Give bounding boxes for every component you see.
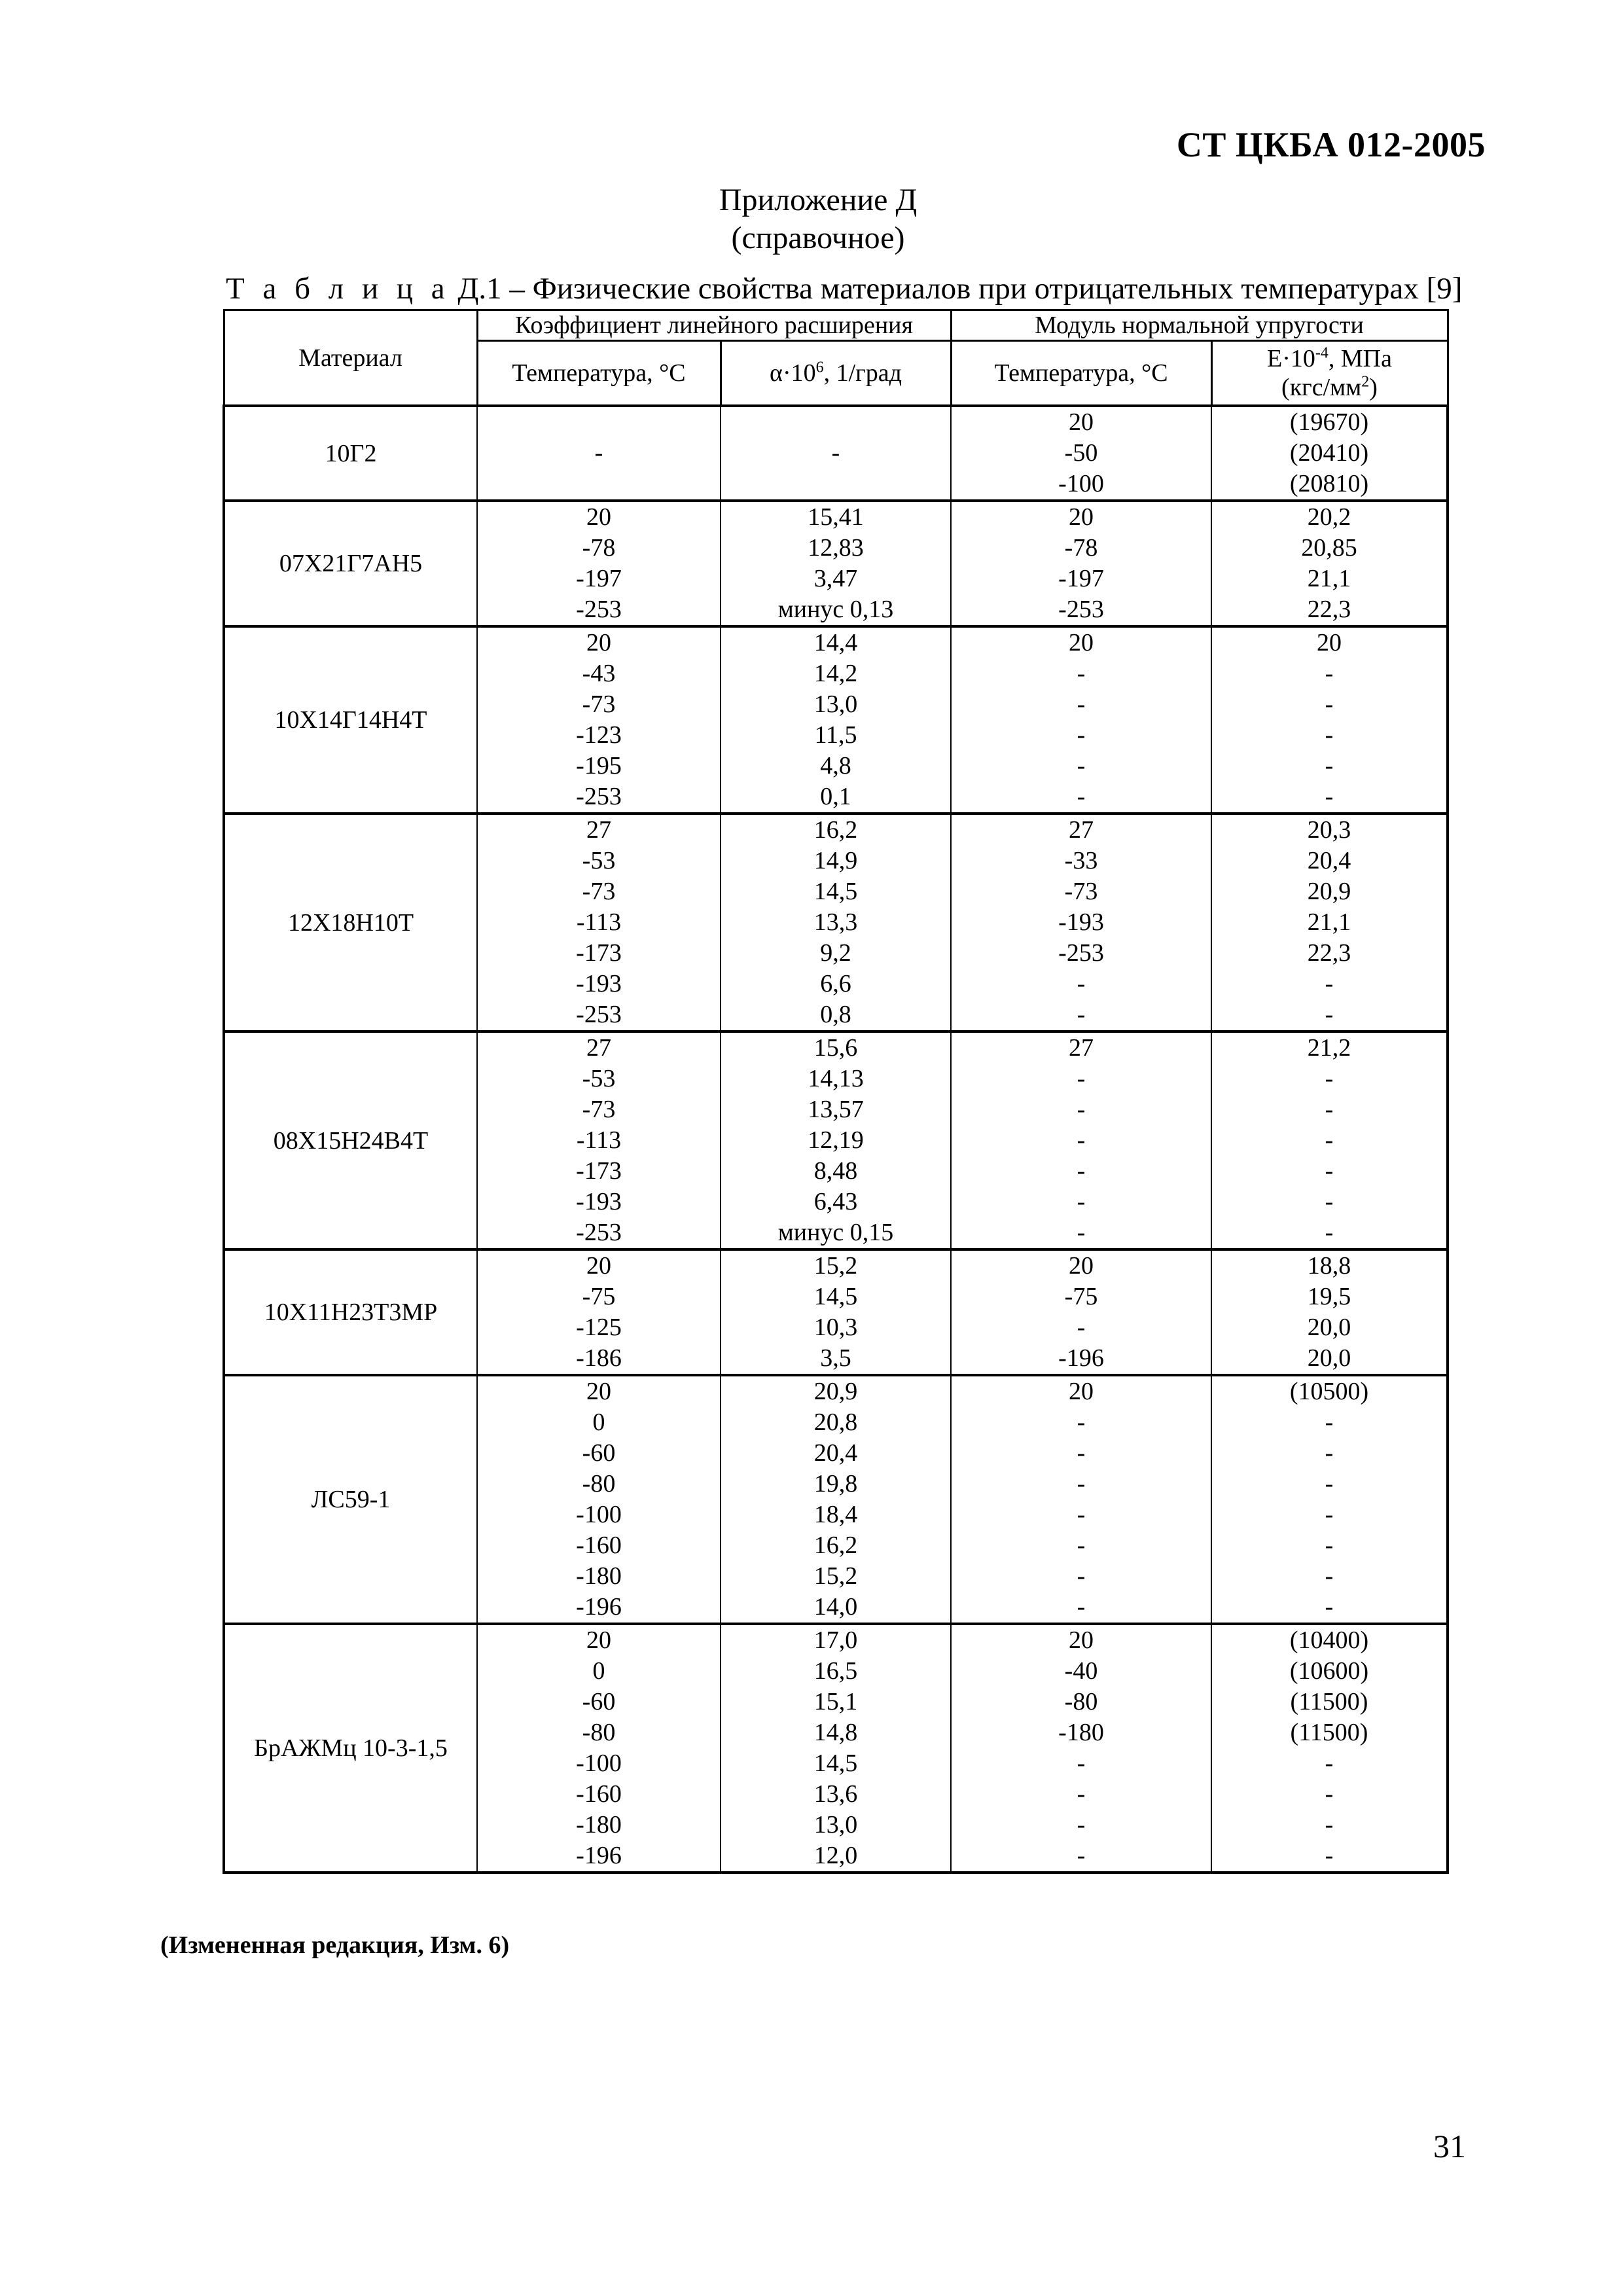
cell-value: 16,2 — [813, 1532, 858, 1559]
cell-value: - — [1077, 1219, 1086, 1246]
cell-value: 20,4 — [1307, 847, 1351, 874]
cell-value: - — [1077, 783, 1086, 810]
temperature-expansion-cell — [477, 814, 721, 1031]
modulus-cell — [1211, 626, 1448, 814]
cell-value: 21,2 — [1307, 1034, 1351, 1062]
temperature-expansion-cell — [477, 1031, 721, 1249]
material-name: ЛС59-1 — [224, 1375, 477, 1624]
cell-value: - — [1325, 1188, 1334, 1215]
cell-value: -253 — [1058, 596, 1104, 623]
cell-value: 9,2 — [820, 939, 851, 967]
material-name: 10Х11Н23Т3МР — [224, 1249, 477, 1375]
temperature-modulus-cell — [951, 1624, 1211, 1873]
cell-value: 13,0 — [813, 1811, 858, 1839]
header-alpha: $\alpha\cdot 10^6$, 1/град — [721, 341, 951, 406]
cell-value: 20 — [1069, 503, 1094, 531]
modulus-cell — [1211, 501, 1448, 626]
cell-value: 16,5 — [813, 1657, 858, 1685]
cell-value: - — [1325, 1593, 1334, 1621]
cell-value: 21,1 — [1307, 908, 1351, 936]
cell-value: -180 — [576, 1562, 622, 1590]
cell-value: 20 — [586, 629, 611, 656]
cell-value: - — [594, 439, 603, 467]
table-row — [224, 1375, 1448, 1624]
cell-value: - — [1077, 1126, 1086, 1154]
cell-value: - — [1077, 1562, 1086, 1590]
cell-value: 10,3 — [813, 1314, 858, 1341]
cell-value: 12,19 — [808, 1126, 864, 1154]
table-row — [224, 501, 1448, 626]
cell-value: 14,0 — [813, 1593, 858, 1621]
cell-value: -160 — [576, 1780, 622, 1808]
cell-value: -100 — [576, 1749, 622, 1777]
cell-value: 6,6 — [820, 970, 851, 997]
cell-value: -125 — [576, 1314, 622, 1341]
cell-value: 20 — [1069, 1252, 1094, 1280]
cell-value: 20 — [586, 1626, 611, 1654]
cell-value: -186 — [576, 1344, 622, 1372]
temperature-modulus-cell — [951, 501, 1211, 626]
temperature-modulus-cell — [951, 406, 1211, 501]
cell-value: 14,5 — [813, 878, 858, 905]
cell-value: - — [1325, 1532, 1334, 1559]
cell-value: 12,83 — [808, 534, 864, 562]
alpha-cell — [721, 1031, 951, 1249]
cell-value: 15,2 — [813, 1562, 858, 1590]
temperature-expansion-cell — [477, 626, 721, 814]
cell-value: 20,9 — [1307, 878, 1351, 905]
cell-value: -78 — [582, 534, 616, 562]
cell-value: (20410) — [1289, 439, 1369, 467]
cell-value: - — [1325, 660, 1334, 687]
temperature-expansion-cell — [477, 1624, 721, 1873]
appendix-title: Приложение Д — [719, 183, 918, 217]
table-row — [224, 1249, 1448, 1375]
cell-value: -196 — [576, 1842, 622, 1869]
cell-value: - — [1077, 1470, 1086, 1498]
cell-value: - — [1077, 1501, 1086, 1528]
cell-value: (20810) — [1289, 470, 1369, 497]
alpha-cell — [721, 1375, 951, 1624]
cell-value: 14,9 — [813, 847, 858, 874]
cell-value: -53 — [582, 1065, 616, 1092]
alpha-cell — [721, 501, 951, 626]
cell-value: 13,0 — [813, 691, 858, 718]
cell-value: 21,1 — [1307, 565, 1351, 592]
header-modulus: $E\cdot 10^{-4}$, МПа $(кгс/мм^2)$ — [1211, 341, 1448, 406]
material-name: 10Х14Г14Н4Т — [224, 626, 477, 814]
modulus-cell — [1211, 814, 1448, 1031]
cell-value: минус 0,15 — [777, 1219, 894, 1246]
cell-value: 15,2 — [813, 1252, 858, 1280]
table-row — [224, 1624, 1448, 1873]
cell-value: 8,48 — [813, 1157, 858, 1185]
cell-value: - — [1325, 1157, 1334, 1185]
cell-value: (11500) — [1290, 1719, 1368, 1746]
cell-value: -113 — [576, 1126, 622, 1154]
cell-value: -75 — [1064, 1283, 1098, 1310]
cell-value: - — [1325, 1001, 1334, 1028]
cell-value: -196 — [576, 1593, 622, 1621]
cell-value: 14,5 — [813, 1283, 858, 1310]
alpha-cell — [721, 1624, 951, 1873]
cell-value: 20,9 — [813, 1378, 858, 1405]
cell-value: - — [1077, 1780, 1086, 1808]
temperature-expansion-cell — [477, 1375, 721, 1624]
cell-value: -180 — [1058, 1719, 1104, 1746]
cell-value: 14,8 — [813, 1719, 858, 1746]
cell-value: 16,2 — [813, 816, 858, 844]
cell-value: - — [1325, 1096, 1334, 1123]
cell-value: -33 — [1064, 847, 1098, 874]
cell-value: -75 — [582, 1283, 616, 1310]
cell-value: 13,57 — [808, 1096, 864, 1123]
cell-value: -80 — [1064, 1688, 1098, 1715]
cell-value: -80 — [582, 1719, 616, 1746]
cell-value: 0,1 — [820, 783, 851, 810]
temperature-modulus-cell — [951, 626, 1211, 814]
cell-value: 27 — [586, 1034, 611, 1062]
header-temperature-1: Температура, °С — [477, 341, 721, 406]
appendix-subtitle: (справочное) — [731, 221, 905, 255]
table-row — [224, 406, 1448, 501]
cell-value: - — [1325, 1408, 1334, 1436]
cell-value: 19,8 — [813, 1470, 858, 1498]
table-body — [224, 406, 1448, 1873]
cell-value: 13,6 — [813, 1780, 858, 1808]
cell-value: -253 — [576, 1219, 622, 1246]
cell-value: -113 — [576, 908, 622, 936]
cell-value: - — [1325, 1065, 1334, 1092]
cell-value: -80 — [582, 1470, 616, 1498]
cell-value: (11500) — [1290, 1688, 1368, 1715]
cell-value: - — [1077, 1749, 1086, 1777]
cell-value: -40 — [1064, 1657, 1098, 1685]
cell-value: - — [1077, 1001, 1086, 1028]
cell-value: -50 — [1064, 439, 1098, 467]
cell-value: - — [1325, 1501, 1334, 1528]
cell-value: (10600) — [1289, 1657, 1369, 1685]
cell-value: 20 — [586, 1378, 611, 1405]
cell-value: 27 — [1069, 1034, 1094, 1062]
cell-value: - — [1325, 1811, 1334, 1839]
cell-value: 3,47 — [813, 565, 858, 592]
cell-value: 22,3 — [1307, 596, 1351, 623]
cell-value: -253 — [576, 783, 622, 810]
revision-note: (Измененная редакция, Изм. 6) — [160, 1931, 510, 1959]
table-caption — [226, 271, 1482, 306]
cell-value: -78 — [1064, 534, 1098, 562]
cell-value: - — [1077, 660, 1086, 687]
cell-value: - — [1077, 1842, 1086, 1869]
cell-value: - — [1077, 1096, 1086, 1123]
cell-value: 20 — [1069, 629, 1094, 656]
temperature-modulus-cell — [951, 1249, 1211, 1375]
modulus-cell — [1211, 1375, 1448, 1624]
cell-value: 20,2 — [1307, 503, 1351, 531]
cell-value: 0 — [592, 1408, 605, 1436]
modulus-cell — [1211, 1624, 1448, 1873]
cell-value: 15,41 — [808, 503, 864, 531]
material-name: 08Х15Н24В4Т — [224, 1031, 477, 1249]
cell-value: - — [1077, 752, 1086, 780]
alpha-cell — [721, 1249, 951, 1375]
table-caption-text: Д.1 – Физические свойства материалов при отрицательных температурах [9] — [450, 272, 1463, 306]
cell-value: 13,3 — [813, 908, 858, 936]
modulus-cell — [1211, 1249, 1448, 1375]
cell-value: - — [1077, 970, 1086, 997]
temperature-modulus-cell — [951, 1031, 1211, 1249]
cell-value: 14,4 — [813, 629, 858, 656]
cell-value: -100 — [576, 1501, 622, 1528]
cell-value: -253 — [576, 1001, 622, 1028]
cell-value: 20,8 — [813, 1408, 858, 1436]
cell-value: - — [1325, 1780, 1334, 1808]
cell-value: -73 — [582, 1096, 616, 1123]
cell-value: -197 — [576, 565, 622, 592]
cell-value: 20 — [1069, 1378, 1094, 1405]
cell-value: 15,1 — [813, 1688, 858, 1715]
cell-value: - — [1077, 1157, 1086, 1185]
document-code: СТ ЦКБА 012-2005 — [1176, 125, 1486, 164]
cell-value: 20 — [586, 503, 611, 531]
cell-value: -43 — [582, 660, 616, 687]
temperature-expansion-cell — [477, 1249, 721, 1375]
cell-value: -73 — [1064, 878, 1098, 905]
cell-value: - — [1325, 1842, 1334, 1869]
material-name: 07Х21Г7АН5 — [224, 501, 477, 626]
cell-value: -60 — [582, 1439, 616, 1467]
cell-value: -180 — [576, 1811, 622, 1839]
cell-value: -253 — [1058, 939, 1104, 967]
cell-value: -160 — [576, 1532, 622, 1559]
cell-value: - — [1325, 691, 1334, 718]
cell-value: 17,0 — [813, 1626, 858, 1654]
modulus-cell — [1211, 1031, 1448, 1249]
cell-value: 3,5 — [820, 1344, 851, 1372]
modulus-cell — [1211, 406, 1448, 501]
cell-value: 20,4 — [813, 1439, 858, 1467]
cell-value: - — [1077, 1188, 1086, 1215]
cell-value: 22,3 — [1307, 939, 1351, 967]
material-name: 12Х18Н10Т — [224, 814, 477, 1031]
cell-value: - — [1077, 691, 1086, 718]
cell-value: (10400) — [1289, 1626, 1369, 1654]
cell-value: - — [1077, 1811, 1086, 1839]
cell-value: -193 — [1058, 908, 1104, 936]
cell-value: - — [1325, 1126, 1334, 1154]
cell-value: 20,85 — [1301, 534, 1357, 562]
cell-value: -173 — [576, 1157, 622, 1185]
cell-value: - — [831, 439, 840, 467]
cell-value: 15,6 — [813, 1034, 858, 1062]
header-elastic-modulus: Модуль нормальной упругости — [951, 310, 1448, 341]
material-properties-table — [223, 309, 1449, 1874]
cell-value: 12,0 — [813, 1842, 858, 1869]
table-row — [224, 626, 1448, 814]
cell-value: 6,43 — [813, 1188, 858, 1215]
cell-value: 20 — [586, 1252, 611, 1280]
cell-value: -196 — [1058, 1344, 1104, 1372]
temperature-modulus-cell — [951, 814, 1211, 1031]
cell-value: - — [1077, 721, 1086, 749]
cell-value: -197 — [1058, 565, 1104, 592]
cell-value: - — [1077, 1408, 1086, 1436]
header-linear-expansion: Коэффициент линейного расширения — [477, 310, 951, 341]
cell-value: - — [1077, 1593, 1086, 1621]
cell-value: - — [1077, 1532, 1086, 1559]
cell-value: 0 — [592, 1657, 605, 1685]
cell-value: 14,13 — [808, 1065, 864, 1092]
cell-value: -73 — [582, 691, 616, 718]
cell-value: 14,5 — [813, 1749, 858, 1777]
cell-value: -60 — [582, 1688, 616, 1715]
temperature-expansion-cell — [477, 406, 721, 501]
cell-value: 20 — [1317, 629, 1342, 656]
cell-value: -100 — [1058, 470, 1104, 497]
cell-value: 27 — [586, 816, 611, 844]
alpha-cell — [721, 406, 951, 501]
cell-value: 18,4 — [813, 1501, 858, 1528]
cell-value: - — [1325, 1219, 1334, 1246]
table-row — [224, 1031, 1448, 1249]
cell-value: (19670) — [1289, 408, 1369, 436]
cell-value: - — [1325, 970, 1334, 997]
cell-value: 20,3 — [1307, 816, 1351, 844]
cell-value: 11,5 — [814, 721, 857, 749]
cell-value: 4,8 — [820, 752, 851, 780]
cell-value: - — [1325, 1749, 1334, 1777]
cell-value: 0,8 — [820, 1001, 851, 1028]
cell-value: 27 — [1069, 816, 1094, 844]
header-temperature-2: Температура, °С — [951, 341, 1211, 406]
cell-value: -173 — [576, 939, 622, 967]
cell-value: - — [1325, 721, 1334, 749]
header-material: Материал — [224, 310, 477, 406]
cell-value: 14,2 — [813, 660, 858, 687]
cell-value: -53 — [582, 847, 616, 874]
cell-value: 19,5 — [1307, 1283, 1351, 1310]
table-caption-prefix: Т а б л и ц а — [226, 272, 450, 306]
cell-value: -195 — [576, 752, 622, 780]
cell-value: - — [1325, 1470, 1334, 1498]
cell-value: 20 — [1069, 1626, 1094, 1654]
alpha-cell — [721, 814, 951, 1031]
cell-value: (10500) — [1289, 1378, 1369, 1405]
cell-value: - — [1325, 1562, 1334, 1590]
cell-value: - — [1325, 1439, 1334, 1467]
material-name: БрАЖМц 10-3-1,5 — [224, 1624, 477, 1873]
cell-value: - — [1325, 752, 1334, 780]
temperature-modulus-cell — [951, 1375, 1211, 1624]
cell-value: -73 — [582, 878, 616, 905]
cell-value: - — [1325, 783, 1334, 810]
cell-value: - — [1077, 1065, 1086, 1092]
cell-value: - — [1077, 1439, 1086, 1467]
cell-value: - — [1077, 1314, 1086, 1341]
page-number: 31 — [1433, 2128, 1466, 2164]
temperature-expansion-cell — [477, 501, 721, 626]
alpha-cell — [721, 626, 951, 814]
table-row — [224, 814, 1448, 1031]
material-name: 10Г2 — [224, 406, 477, 501]
cell-value: -193 — [576, 970, 622, 997]
cell-value: минус 0,13 — [777, 596, 894, 623]
cell-value: -253 — [576, 596, 622, 623]
cell-value: -123 — [576, 721, 622, 749]
cell-value: 18,8 — [1307, 1252, 1351, 1280]
cell-value: 20,0 — [1307, 1314, 1351, 1341]
cell-value: 20,0 — [1307, 1344, 1351, 1372]
cell-value: 20 — [1069, 408, 1094, 436]
cell-value: -193 — [576, 1188, 622, 1215]
